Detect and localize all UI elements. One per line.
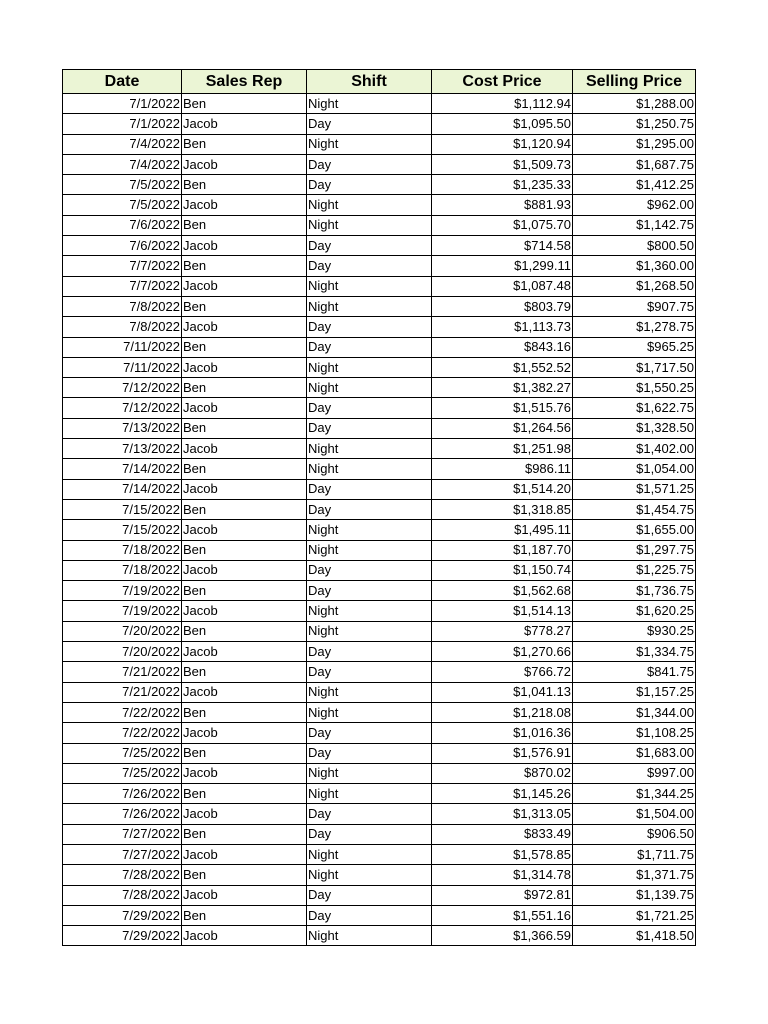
selling-price-cell[interactable]: $1,622.75 <box>573 398 696 418</box>
shift-cell[interactable]: Day <box>307 236 432 256</box>
sales-rep-cell[interactable]: Jacob <box>182 479 307 499</box>
shift-cell[interactable]: Day <box>307 175 432 195</box>
table-row <box>63 905 696 925</box>
table-row <box>63 175 696 195</box>
cost-price-cell[interactable]: $833.49 <box>432 824 573 844</box>
table-row <box>63 499 696 519</box>
shift-cell[interactable]: Night <box>307 621 432 641</box>
sales-table <box>62 69 696 946</box>
shift-cell[interactable]: Day <box>307 499 432 519</box>
cost-price-cell[interactable]: $1,382.27 <box>432 378 573 398</box>
table-row <box>63 702 696 722</box>
cost-price-cell[interactable]: $1,552.52 <box>432 357 573 377</box>
shift-cell[interactable]: Night <box>307 459 432 479</box>
sales-rep-cell[interactable]: Jacob <box>182 317 307 337</box>
shift-cell[interactable]: Night <box>307 195 432 215</box>
cost-price-cell[interactable]: $1,318.85 <box>432 499 573 519</box>
cost-price-cell[interactable]: $1,515.76 <box>432 398 573 418</box>
table-row <box>63 398 696 418</box>
date-cell[interactable]: 7/12/2022 <box>63 398 182 418</box>
sales-rep-cell[interactable]: Ben <box>182 702 307 722</box>
sales-rep-cell[interactable]: Ben <box>182 865 307 885</box>
sales-rep-cell[interactable]: Ben <box>182 175 307 195</box>
table-row <box>63 357 696 377</box>
table-row <box>63 459 696 479</box>
table-row <box>63 926 696 946</box>
table-row <box>63 540 696 560</box>
date-cell[interactable]: 7/21/2022 <box>63 662 182 682</box>
shift-cell[interactable]: Night <box>307 844 432 864</box>
table-row <box>63 94 696 114</box>
cost-price-cell[interactable]: $972.81 <box>432 885 573 905</box>
date-cell[interactable]: 7/4/2022 <box>63 134 182 154</box>
cost-price-cell[interactable]: $1,075.70 <box>432 215 573 235</box>
date-cell[interactable]: 7/5/2022 <box>63 195 182 215</box>
shift-cell[interactable]: Day <box>307 662 432 682</box>
table-row <box>63 337 696 357</box>
cost-price-cell[interactable]: $1,187.70 <box>432 540 573 560</box>
shift-cell[interactable]: Day <box>307 398 432 418</box>
sales-rep-cell[interactable]: Jacob <box>182 398 307 418</box>
table-row <box>63 844 696 864</box>
shift-cell[interactable]: Night <box>307 276 432 296</box>
shift-cell[interactable]: Night <box>307 702 432 722</box>
cost-price-cell[interactable]: $1,270.66 <box>432 642 573 662</box>
date-cell[interactable]: 7/11/2022 <box>63 357 182 377</box>
selling-price-cell[interactable]: $1,683.00 <box>573 743 696 763</box>
shift-cell[interactable]: Night <box>307 784 432 804</box>
sales-rep-cell[interactable]: Ben <box>182 540 307 560</box>
date-cell[interactable]: 7/14/2022 <box>63 459 182 479</box>
shift-cell[interactable]: Day <box>307 804 432 824</box>
sales-rep-cell[interactable]: Jacob <box>182 195 307 215</box>
table-row <box>63 418 696 438</box>
selling-price-cell[interactable]: $1,108.25 <box>573 723 696 743</box>
selling-price-cell[interactable]: $1,278.75 <box>573 317 696 337</box>
shift-cell[interactable]: Day <box>307 114 432 134</box>
cost-price-cell[interactable]: $1,264.56 <box>432 418 573 438</box>
cost-price-cell[interactable]: $1,495.11 <box>432 520 573 540</box>
cost-price-cell[interactable]: $1,251.98 <box>432 439 573 459</box>
selling-price-cell[interactable]: $1,412.25 <box>573 175 696 195</box>
shift-cell[interactable]: Night <box>307 94 432 114</box>
selling-price-cell[interactable]: $1,711.75 <box>573 844 696 864</box>
shift-cell[interactable]: Night <box>307 439 432 459</box>
sales-rep-cell[interactable]: Ben <box>182 905 307 925</box>
cost-price-cell[interactable]: $1,016.36 <box>432 723 573 743</box>
date-cell[interactable]: 7/22/2022 <box>63 723 182 743</box>
selling-price-cell[interactable]: $1,360.00 <box>573 256 696 276</box>
selling-price-cell[interactable]: $1,371.75 <box>573 865 696 885</box>
cost-price-cell[interactable]: $1,576.91 <box>432 743 573 763</box>
selling-price-cell[interactable]: $1,344.00 <box>573 702 696 722</box>
sales-rep-cell[interactable]: Jacob <box>182 560 307 580</box>
table-row <box>63 560 696 580</box>
cost-price-cell[interactable]: $1,112.94 <box>432 94 573 114</box>
header-sales-rep[interactable]: Sales Rep <box>182 70 307 94</box>
selling-price-cell[interactable]: $1,655.00 <box>573 520 696 540</box>
cost-price-cell[interactable]: $1,313.05 <box>432 804 573 824</box>
date-cell[interactable]: 7/25/2022 <box>63 743 182 763</box>
cost-price-cell[interactable]: $714.58 <box>432 236 573 256</box>
sales-rep-cell[interactable]: Jacob <box>182 439 307 459</box>
cost-price-cell[interactable]: $870.02 <box>432 763 573 783</box>
table-row <box>63 195 696 215</box>
selling-price-cell[interactable]: $1,454.75 <box>573 499 696 519</box>
cost-price-cell[interactable]: $1,314.78 <box>432 865 573 885</box>
shift-cell[interactable]: Day <box>307 885 432 905</box>
sales-rep-cell[interactable]: Jacob <box>182 763 307 783</box>
shift-cell[interactable]: Day <box>307 824 432 844</box>
selling-price-cell[interactable]: $1,334.75 <box>573 642 696 662</box>
sales-rep-cell[interactable]: Jacob <box>182 357 307 377</box>
shift-cell[interactable]: Night <box>307 540 432 560</box>
sales-rep-cell[interactable]: Ben <box>182 418 307 438</box>
selling-price-cell[interactable]: $1,550.25 <box>573 378 696 398</box>
selling-price-cell[interactable]: $800.50 <box>573 236 696 256</box>
sales-rep-cell[interactable]: Ben <box>182 621 307 641</box>
date-cell[interactable]: 7/15/2022 <box>63 499 182 519</box>
date-cell[interactable]: 7/20/2022 <box>63 621 182 641</box>
date-cell[interactable]: 7/18/2022 <box>63 560 182 580</box>
date-cell[interactable]: 7/27/2022 <box>63 844 182 864</box>
cost-price-cell[interactable]: $1,366.59 <box>432 926 573 946</box>
selling-price-cell[interactable]: $1,571.25 <box>573 479 696 499</box>
date-cell[interactable]: 7/29/2022 <box>63 905 182 925</box>
table-row <box>63 662 696 682</box>
header-shift[interactable]: Shift <box>307 70 432 94</box>
sales-rep-cell[interactable]: Jacob <box>182 154 307 174</box>
date-cell[interactable]: 7/18/2022 <box>63 540 182 560</box>
sales-rep-cell[interactable]: Jacob <box>182 682 307 702</box>
table-row <box>63 236 696 256</box>
shift-cell[interactable]: Day <box>307 317 432 337</box>
cost-price-cell[interactable]: $1,562.68 <box>432 581 573 601</box>
selling-price-cell[interactable]: $1,721.25 <box>573 905 696 925</box>
table-body <box>63 94 696 946</box>
shift-cell[interactable]: Day <box>307 560 432 580</box>
date-cell[interactable]: 7/14/2022 <box>63 479 182 499</box>
table-row <box>63 581 696 601</box>
sales-rep-cell[interactable]: Jacob <box>182 236 307 256</box>
cost-price-cell[interactable]: $1,120.94 <box>432 134 573 154</box>
cost-price-cell[interactable]: $1,087.48 <box>432 276 573 296</box>
table-row <box>63 682 696 702</box>
table-row <box>63 276 696 296</box>
sales-rep-cell[interactable]: Jacob <box>182 885 307 905</box>
date-cell[interactable]: 7/26/2022 <box>63 784 182 804</box>
header-cost-price[interactable]: Cost Price <box>432 70 573 94</box>
date-cell[interactable]: 7/19/2022 <box>63 581 182 601</box>
date-cell[interactable]: 7/4/2022 <box>63 154 182 174</box>
date-cell[interactable]: 7/5/2022 <box>63 175 182 195</box>
shift-cell[interactable]: Day <box>307 743 432 763</box>
selling-price-cell[interactable]: $906.50 <box>573 824 696 844</box>
shift-cell[interactable]: Day <box>307 723 432 743</box>
sales-rep-cell[interactable]: Jacob <box>182 276 307 296</box>
date-cell[interactable]: 7/8/2022 <box>63 317 182 337</box>
selling-price-cell[interactable]: $1,054.00 <box>573 459 696 479</box>
selling-price-cell[interactable]: $962.00 <box>573 195 696 215</box>
selling-price-cell[interactable]: $1,288.00 <box>573 94 696 114</box>
shift-cell[interactable]: Day <box>307 642 432 662</box>
cost-price-cell[interactable]: $1,299.11 <box>432 256 573 276</box>
cost-price-cell[interactable]: $1,509.73 <box>432 154 573 174</box>
date-cell[interactable]: 7/20/2022 <box>63 642 182 662</box>
shift-cell[interactable]: Night <box>307 926 432 946</box>
header-date[interactable]: Date <box>63 70 182 94</box>
header-selling-price[interactable]: Selling Price <box>573 70 696 94</box>
table-row <box>63 621 696 641</box>
sales-rep-cell[interactable]: Ben <box>182 662 307 682</box>
selling-price-cell[interactable]: $930.25 <box>573 621 696 641</box>
sales-rep-cell[interactable]: Ben <box>182 94 307 114</box>
selling-price-cell[interactable]: $1,344.25 <box>573 784 696 804</box>
shift-cell[interactable]: Night <box>307 520 432 540</box>
sales-rep-cell[interactable]: Ben <box>182 215 307 235</box>
date-cell[interactable]: 7/28/2022 <box>63 865 182 885</box>
date-cell[interactable]: 7/13/2022 <box>63 418 182 438</box>
table-row <box>63 215 696 235</box>
table-row <box>63 134 696 154</box>
table-row <box>63 824 696 844</box>
sales-rep-cell[interactable]: Ben <box>182 337 307 357</box>
shift-cell[interactable]: Night <box>307 763 432 783</box>
shift-cell[interactable]: Day <box>307 479 432 499</box>
selling-price-cell[interactable]: $1,142.75 <box>573 215 696 235</box>
cost-price-cell[interactable]: $1,578.85 <box>432 844 573 864</box>
date-cell[interactable]: 7/7/2022 <box>63 276 182 296</box>
selling-price-cell[interactable]: $1,250.75 <box>573 114 696 134</box>
date-cell[interactable]: 7/11/2022 <box>63 337 182 357</box>
sales-rep-cell[interactable]: Jacob <box>182 114 307 134</box>
sales-rep-cell[interactable]: Ben <box>182 134 307 154</box>
selling-price-cell[interactable]: $1,717.50 <box>573 357 696 377</box>
cost-price-cell[interactable]: $1,095.50 <box>432 114 573 134</box>
date-cell[interactable]: 7/6/2022 <box>63 215 182 235</box>
cost-price-cell[interactable]: $1,218.08 <box>432 702 573 722</box>
cost-price-cell[interactable]: $1,514.20 <box>432 479 573 499</box>
table-row <box>63 763 696 783</box>
selling-price-cell[interactable]: $1,328.50 <box>573 418 696 438</box>
shift-cell[interactable]: Day <box>307 337 432 357</box>
table-row <box>63 520 696 540</box>
shift-cell[interactable]: Day <box>307 256 432 276</box>
table-row <box>63 642 696 662</box>
sales-rep-cell[interactable]: Ben <box>182 378 307 398</box>
selling-price-cell[interactable]: $1,157.25 <box>573 682 696 702</box>
date-cell[interactable]: 7/6/2022 <box>63 236 182 256</box>
cost-price-cell[interactable]: $1,514.13 <box>432 601 573 621</box>
shift-cell[interactable]: Night <box>307 601 432 621</box>
shift-cell[interactable]: Night <box>307 378 432 398</box>
sales-rep-cell[interactable]: Jacob <box>182 642 307 662</box>
table-row <box>63 743 696 763</box>
table-row <box>63 154 696 174</box>
table-row <box>63 601 696 621</box>
date-cell[interactable]: 7/15/2022 <box>63 520 182 540</box>
date-cell[interactable]: 7/1/2022 <box>63 114 182 134</box>
selling-price-cell[interactable]: $1,297.75 <box>573 540 696 560</box>
sales-rep-cell[interactable]: Jacob <box>182 520 307 540</box>
shift-cell[interactable]: Night <box>307 682 432 702</box>
selling-price-cell[interactable]: $1,402.00 <box>573 439 696 459</box>
date-cell[interactable]: 7/27/2022 <box>63 824 182 844</box>
shift-cell[interactable]: Night <box>307 865 432 885</box>
table-row <box>63 804 696 824</box>
sales-rep-cell[interactable]: Ben <box>182 743 307 763</box>
selling-price-cell[interactable]: $1,418.50 <box>573 926 696 946</box>
date-cell[interactable]: 7/26/2022 <box>63 804 182 824</box>
date-cell[interactable]: 7/21/2022 <box>63 682 182 702</box>
date-cell[interactable]: 7/12/2022 <box>63 378 182 398</box>
sales-rep-cell[interactable]: Jacob <box>182 723 307 743</box>
shift-cell[interactable]: Day <box>307 154 432 174</box>
header-row <box>63 70 696 94</box>
date-cell[interactable]: 7/13/2022 <box>63 439 182 459</box>
cost-price-cell[interactable]: $1,551.16 <box>432 905 573 925</box>
selling-price-cell[interactable]: $1,736.75 <box>573 581 696 601</box>
selling-price-cell[interactable]: $1,139.75 <box>573 885 696 905</box>
shift-cell[interactable]: Night <box>307 134 432 154</box>
selling-price-cell[interactable]: $1,620.25 <box>573 601 696 621</box>
selling-price-cell[interactable]: $1,687.75 <box>573 154 696 174</box>
selling-price-cell[interactable]: $965.25 <box>573 337 696 357</box>
sales-rep-cell[interactable]: Jacob <box>182 844 307 864</box>
table-row <box>63 865 696 885</box>
shift-cell[interactable]: Night <box>307 296 432 316</box>
cost-price-cell[interactable]: $1,113.73 <box>432 317 573 337</box>
sales-rep-cell[interactable]: Ben <box>182 499 307 519</box>
cost-price-cell[interactable]: $778.27 <box>432 621 573 641</box>
shift-cell[interactable]: Night <box>307 215 432 235</box>
table-row <box>63 885 696 905</box>
shift-cell[interactable]: Day <box>307 581 432 601</box>
date-cell[interactable]: 7/8/2022 <box>63 296 182 316</box>
date-cell[interactable]: 7/1/2022 <box>63 94 182 114</box>
cost-price-cell[interactable]: $1,235.33 <box>432 175 573 195</box>
table-row <box>63 723 696 743</box>
cost-price-cell[interactable]: $803.79 <box>432 296 573 316</box>
date-cell[interactable]: 7/7/2022 <box>63 256 182 276</box>
cost-price-cell[interactable]: $881.93 <box>432 195 573 215</box>
table-header <box>63 70 696 94</box>
table-row <box>63 296 696 316</box>
sales-rep-cell[interactable]: Ben <box>182 824 307 844</box>
sales-rep-cell[interactable]: Ben <box>182 256 307 276</box>
date-cell[interactable]: 7/25/2022 <box>63 763 182 783</box>
sales-rep-cell[interactable]: Ben <box>182 459 307 479</box>
selling-price-cell[interactable]: $1,295.00 <box>573 134 696 154</box>
table-row <box>63 317 696 337</box>
date-cell[interactable]: 7/22/2022 <box>63 702 182 722</box>
selling-price-cell[interactable]: $841.75 <box>573 662 696 682</box>
date-cell[interactable]: 7/28/2022 <box>63 885 182 905</box>
cost-price-cell[interactable]: $843.16 <box>432 337 573 357</box>
sales-rep-cell[interactable]: Jacob <box>182 804 307 824</box>
shift-cell[interactable]: Day <box>307 418 432 438</box>
table-row <box>63 439 696 459</box>
table-row <box>63 479 696 499</box>
sales-rep-cell[interactable]: Jacob <box>182 926 307 946</box>
table-row <box>63 378 696 398</box>
selling-price-cell[interactable]: $907.75 <box>573 296 696 316</box>
date-cell[interactable]: 7/29/2022 <box>63 926 182 946</box>
sales-rep-cell[interactable]: Ben <box>182 296 307 316</box>
sales-rep-cell[interactable]: Jacob <box>182 601 307 621</box>
table-row <box>63 784 696 804</box>
cost-price-cell[interactable]: $1,150.74 <box>432 560 573 580</box>
cost-price-cell[interactable]: $986.11 <box>432 459 573 479</box>
cost-price-cell[interactable]: $766.72 <box>432 662 573 682</box>
sales-rep-cell[interactable]: Ben <box>182 784 307 804</box>
date-cell[interactable]: 7/19/2022 <box>63 601 182 621</box>
shift-cell[interactable]: Day <box>307 905 432 925</box>
table-row <box>63 114 696 134</box>
shift-cell[interactable]: Night <box>307 357 432 377</box>
selling-price-cell[interactable]: $1,225.75 <box>573 560 696 580</box>
sales-rep-cell[interactable]: Ben <box>182 581 307 601</box>
cost-price-cell[interactable]: $1,041.13 <box>432 682 573 702</box>
selling-price-cell[interactable]: $1,268.50 <box>573 276 696 296</box>
table-row <box>63 256 696 276</box>
cost-price-cell[interactable]: $1,145.26 <box>432 784 573 804</box>
selling-price-cell[interactable]: $1,504.00 <box>573 804 696 824</box>
selling-price-cell[interactable]: $997.00 <box>573 763 696 783</box>
